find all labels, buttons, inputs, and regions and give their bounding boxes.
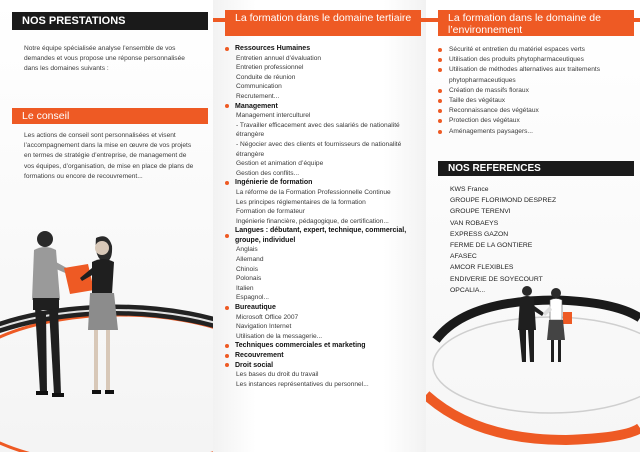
category-item: Entretien annuel d’évaluation — [236, 54, 322, 62]
category-item: Communication — [236, 83, 282, 91]
meeting-illustration — [0, 0, 213, 452]
category-item: Gestion et animation d’équipe — [236, 160, 324, 168]
reference-item: FERME DE LA GONTIERE — [450, 242, 533, 250]
category-label: Ressources Humaines — [235, 45, 311, 52]
category-item: Anglais — [236, 246, 258, 254]
category-heading — [225, 102, 421, 112]
category-item: Les principes réglementaires de la formation — [236, 198, 366, 206]
category-heading — [225, 361, 421, 371]
conseil-title: Le conseil — [12, 108, 208, 124]
reference-item: GROUPE FLORIMOND DESPREZ — [450, 197, 557, 205]
category-label: Langues : débutant, expert, technique, commercial, groupe, individuel — [235, 227, 407, 244]
left-panel — [0, 0, 213, 452]
category-item: Chinois — [236, 265, 258, 273]
category-heading — [225, 178, 421, 188]
category-item: Italien — [236, 284, 254, 292]
category-item: Polonais — [236, 275, 262, 283]
orange-arc — [426, 395, 640, 440]
category-item: Allemand — [236, 256, 264, 264]
orange-bag — [563, 312, 572, 324]
environnement-item-label: Aménagements paysagers... — [449, 127, 533, 135]
category-item: Recrutement... — [236, 92, 280, 100]
handshake-illustration — [426, 0, 640, 452]
tertiaire-list — [225, 44, 421, 389]
environnement-item-label: Protection des végétaux — [449, 117, 520, 125]
middle-panel — [213, 0, 426, 452]
bullet-icon — [225, 344, 229, 348]
conseil-text: Les actions de conseil sont personnalisées et visent l’accompagnement dans la mise en œuvre de vos projets en termes de stratégie d’entreprise, de management de vos équipes, d’organisation, de mise en place de plans de formations ou encore de recouvrement... — [24, 132, 194, 180]
reference-item: AFASEC — [450, 253, 477, 261]
reference-item: OPCALIA... — [450, 286, 486, 294]
orange-folder — [64, 264, 94, 294]
category-label: Bureautique — [235, 304, 276, 312]
reference-item: ENDIVERIE DE SOYECOURT — [450, 275, 543, 283]
environnement-item-label: Utilisation de méthodes alternatives aux traitements phytopharmaceutiques — [449, 66, 600, 84]
references-title: NOS REFERENCES — [438, 161, 634, 176]
reference-item: EXPRESS GAZON — [450, 230, 509, 238]
category-item: Conduite de réunion — [236, 73, 296, 81]
tertiaire-title: La formation dans le domaine tertiaire — [225, 10, 421, 36]
right-panel — [426, 0, 640, 452]
environnement-item-label: Reconnaissance des végétaux — [449, 107, 539, 115]
category-heading — [225, 226, 421, 245]
category-item: La réforme de la Formation Professionnelle Continue — [236, 188, 391, 196]
category-label: Ingénierie de formation — [235, 179, 313, 187]
category-item: Entretien professionnel — [236, 64, 304, 72]
dark-arc — [436, 300, 640, 340]
category-item: Les bases du droit du travail — [236, 371, 319, 379]
environnement-item-label: Utilisation des produits phytopharmaceutiques — [449, 56, 584, 64]
grey-ring — [433, 317, 640, 413]
prestations-text: Notre équipe spécialisée analyse l’ensemble de vos demandes et vous propose une réponse personnalisée dans les domaines suivants : — [24, 45, 185, 73]
bullet-icon — [225, 47, 229, 51]
category-item: Ingénierie financière, pédagogique, de certification... — [236, 217, 389, 225]
category-item: Espagnol... — [236, 294, 269, 302]
category-item: - Travailler efficacement avec des salariés de nationalité étrangère — [236, 121, 400, 139]
category-item: Management interculturel — [236, 112, 311, 120]
category-heading — [225, 341, 421, 351]
category-label: Techniques commerciales et marketing — [235, 342, 366, 350]
category-heading — [225, 44, 421, 54]
bullet-icon — [225, 354, 229, 358]
category-label: Management — [235, 102, 278, 110]
category-label: Droit social — [235, 361, 274, 369]
category-label: Recouvrement — [235, 352, 284, 359]
reference-item: AMCOR FLEXIBLES — [450, 264, 514, 272]
bullet-icon — [225, 181, 229, 185]
prestations-title: NOS PRESTATIONS — [12, 12, 208, 30]
reference-item: VAN ROBAEYS — [450, 219, 499, 227]
environnement-item-label: Sécurité et entretien du matériel espaces verts — [449, 46, 585, 53]
category-heading — [225, 351, 421, 361]
category-item: Microsoft Office 2007 — [236, 313, 299, 321]
bullet-icon — [225, 234, 229, 238]
category-item: Formation de formateur — [236, 208, 305, 216]
environnement-item-label: Taille des végétaux — [449, 97, 506, 105]
reference-item: KWS France — [450, 186, 489, 193]
category-heading — [225, 303, 421, 313]
environnement-title: La formation dans le domaine de l’environnement — [438, 10, 634, 36]
category-item: Gestion des conflits... — [236, 169, 300, 177]
reference-item: GROUPE TERENVI — [450, 208, 511, 216]
category-item: Utilisation de la messagerie... — [236, 332, 323, 340]
category-item: Navigation Internet — [236, 323, 292, 331]
bullet-icon — [225, 306, 229, 310]
bullet-icon — [225, 104, 229, 108]
category-item: - Négocier avec des clients et fournisseurs de nationalité étrangère — [236, 140, 402, 158]
bullet-icon — [225, 363, 229, 367]
category-item: Les instances représentatives du personnel... — [236, 380, 369, 388]
environnement-item-label: Création de massifs floraux — [449, 86, 529, 94]
